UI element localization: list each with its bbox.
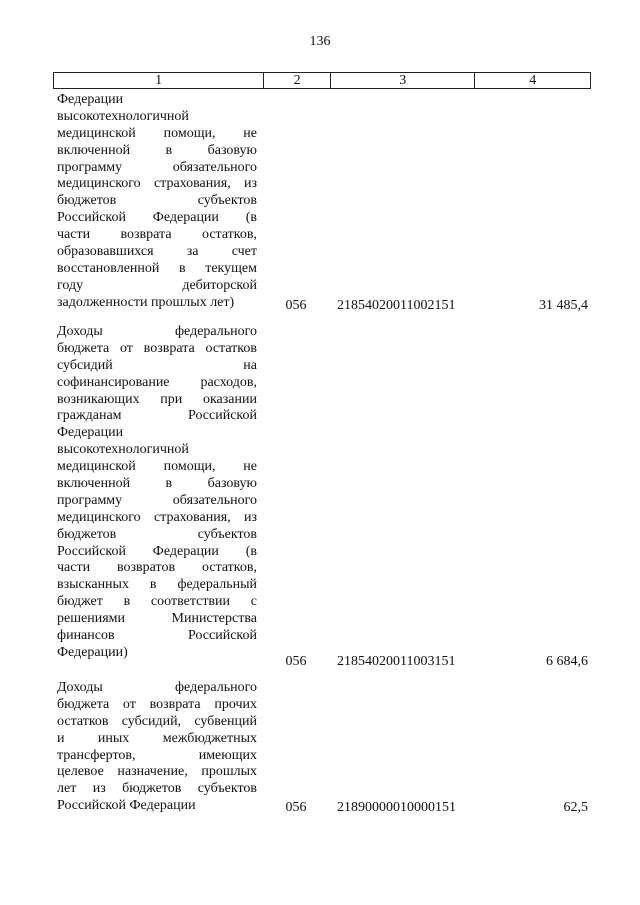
row-kbk: 21890000010000151 [337, 800, 456, 815]
description-line: целевое назначение, прошлых [57, 764, 257, 780]
row-amount: 6 684,6 [546, 654, 588, 669]
description-line: части возврата остатков, [57, 227, 257, 243]
description-line: взысканных в федеральный [57, 577, 257, 593]
description-line: гражданам Российской [57, 408, 257, 424]
description-line: Российской Федерации (в [57, 543, 257, 559]
description-line: бюджета от возврата остатков [57, 340, 257, 356]
description-line: Федерации [57, 92, 124, 107]
description-line: возникающих при оказании [57, 391, 257, 407]
description-line: Российской Федерации [57, 798, 196, 814]
description-line: году дебиторской [57, 277, 257, 293]
description-line: Федерации [57, 425, 124, 441]
description-line: и иных межбюджетных [57, 730, 257, 746]
description-line: программу обязательного [57, 159, 257, 175]
row-description [57, 324, 257, 662]
description-line: остатков субсидий, субвенций [57, 713, 257, 729]
description-line: Доходы федерального [57, 324, 257, 339]
row-kbk: 21854020011002151 [337, 298, 456, 313]
row-code: 056 [285, 654, 307, 669]
header-col-2: 2 [264, 73, 331, 88]
description-line: Российской Федерации (в [57, 210, 257, 226]
description-line: задолженности прошлых лет) [57, 294, 235, 310]
description-line: медицинской помощи, не [57, 125, 257, 141]
header-col-3: 3 [331, 73, 475, 88]
description-line: решениями Министерства [57, 611, 257, 627]
description-line: восстановленной в текущем [57, 260, 257, 276]
description-line: бюджетов субъектов [57, 193, 257, 209]
description-line: высокотехнологичной [57, 108, 189, 124]
description-line: программу обязательного [57, 492, 257, 508]
description-line: финансов Российской [57, 628, 257, 644]
row-code: 056 [285, 800, 307, 815]
description-line: медицинского страхования, из [57, 509, 257, 525]
description-line: включенной в базовую [57, 142, 257, 158]
description-line: трансфертов, имеющих [57, 747, 257, 763]
description-line: Федерации) [57, 644, 128, 660]
row-code: 056 [285, 298, 307, 313]
row-description [57, 92, 257, 312]
page-number: 136 [309, 34, 331, 49]
description-line: части возвратов остатков, [57, 560, 257, 576]
row-kbk: 21854020011003151 [337, 654, 456, 669]
description-line: Доходы федерального [57, 680, 257, 695]
description-line: бюджетов субъектов [57, 526, 257, 542]
row-amount: 31 485,4 [539, 298, 588, 313]
table-header [53, 72, 591, 89]
description-line: софинансирование расходов, [57, 374, 257, 390]
header-col-4: 4 [529, 73, 537, 88]
description-line: образовавшихся за счет [57, 244, 257, 260]
description-line: бюджет в соответствии с [57, 594, 257, 610]
description-line: медицинского страхования, из [57, 176, 257, 192]
description-line: лет из бюджетов субъектов [57, 781, 257, 797]
description-line: высокотехнологичной [57, 442, 189, 458]
description-line: бюджета от возврата прочих [57, 696, 257, 712]
row-amount: 62,5 [563, 800, 588, 815]
row-description [57, 680, 257, 815]
description-line: включенной в базовую [57, 476, 257, 492]
description-line: субсидий на [57, 357, 257, 373]
description-line: медицинской помощи, не [57, 459, 257, 475]
header-col-1: 1 [54, 73, 264, 88]
